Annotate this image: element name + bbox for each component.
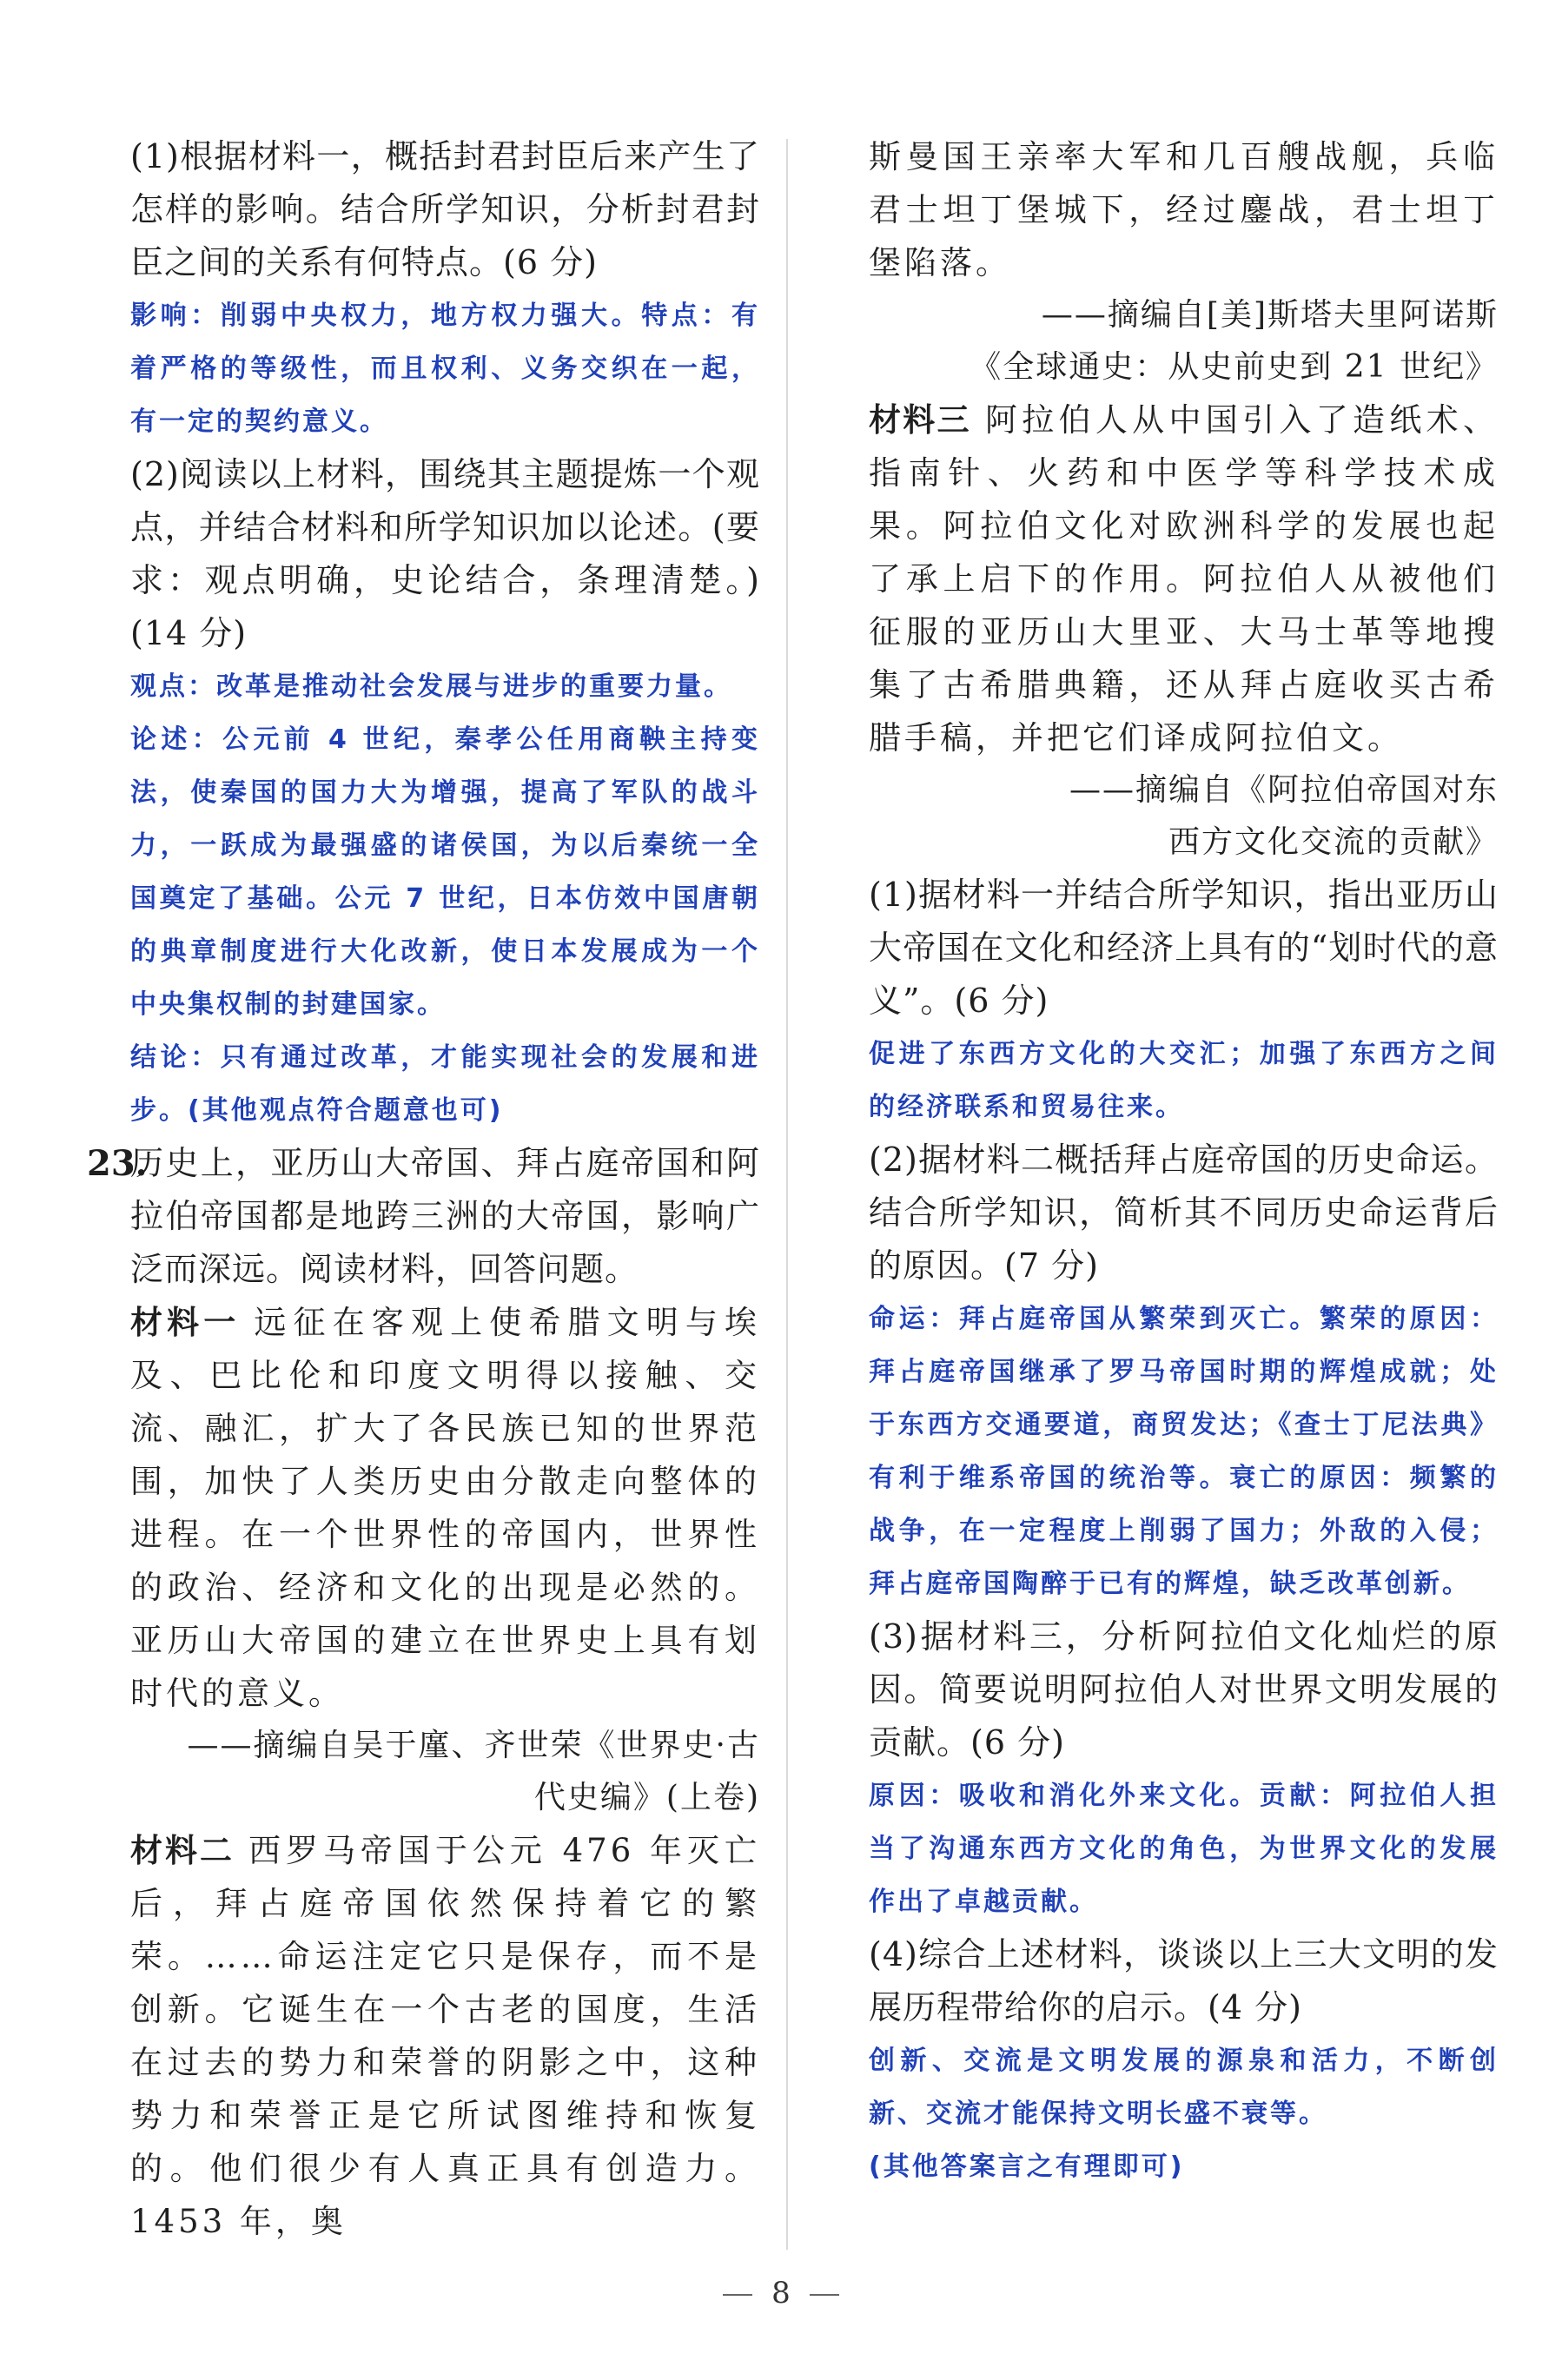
page-number-dash-left <box>723 2294 752 2296</box>
material-1-label: 材料一 <box>130 1303 241 1341</box>
material-3 <box>869 393 1499 764</box>
question-23-block <box>87 1137 760 1296</box>
question-23-3: (3)据材料三，分析阿拉伯文化灿烂的原因。简要说明阿拉伯人对世界文明发展的贡献。(6 分) <box>869 1617 1499 1762</box>
page-number-text: 8 <box>771 2276 791 2311</box>
question-22-2: (2)阅读以上材料，围绕其主题提炼一个观点，并结合材料和所学知识加以论述。(要求：观点明确，史论结合，条理清楚。)(14 分) <box>130 455 760 652</box>
material-1-text: 远征在客观上使希腊文明与埃及、巴比伦和印度文明得以接触、交流、融汇，扩大了各民族已知的世界范围，加快了人类历史由分散走向整体的进程。在一个世界性的帝国内，世界性的政治、经济和文化的出现是必然的。亚历山大帝国的建立在世界史上具有划时代的意义。 <box>130 1304 761 1712</box>
answer-22-2-viewpoint: 观点：改革是推动社会发展与进步的重要力量。 <box>130 671 732 702</box>
material-2-continued: 斯曼国王亲率大军和几百艘战舰，兵临君士坦丁堡城下，经过鏖战，君士坦丁堡陷落。 <box>869 138 1499 281</box>
material-1-source-line2: 代史编》(上卷) <box>533 1780 760 1815</box>
answer-22-2-argument: 论述：公元前 4 世纪，秦孝公任用商鞅主持变法，使秦国的国力大为增强，提高了军队的战斗力，一跃成为最强盛的诸侯国，为以后秦统一全国奠定了基础。公元 7 世纪，日本仿效中国唐朝的典章制度进行大化改新，使日本发展成为一个中央集权制的封建国家。 <box>130 724 760 1020</box>
material-2-source-line1: ——摘编自[美]斯塔夫里阿诺斯 <box>1041 297 1499 333</box>
answer-23-4-note: (其他答案言之有理即可) <box>869 2152 1185 2182</box>
material-1 <box>130 1296 760 1720</box>
answer-23-4: 创新、交流是文明发展的源泉和活力，不断创新、交流才能保持文明长盛不衰等。 <box>869 2046 1499 2129</box>
material-2-source-line2: 《全球通史：从史前史到 21 世纪》 <box>970 349 1499 385</box>
question-23-1: (1)据材料一并结合所学知识，指出亚历山大帝国在文化和经济上具有的“划时代的意义”。(6 分) <box>869 876 1499 1020</box>
material-1-source-line1: ——摘编自吴于廑、齐世荣《世界史·古 <box>187 1728 760 1763</box>
material-3-label: 材料三 <box>869 400 971 439</box>
answer-23-1: 促进了东西方文化的大交汇；加强了东西方之间的经济联系和贸易往来。 <box>869 1039 1499 1122</box>
column-divider <box>786 139 788 2250</box>
right-column <box>869 130 1499 2193</box>
answer-22-1: 影响：削弱中央权力，地方权力强大。特点：有着严格的等级性，而且权利、义务交织在一起，有一定的契约意义。 <box>130 301 760 437</box>
material-2-label: 材料二 <box>130 1831 235 1869</box>
material-3-source-line2: 西方文化交流的贡献》 <box>1168 824 1499 860</box>
material-3-text: 阿拉伯人从中国引入了造纸术、指南针、火药和中医学等科学技术成果。阿拉伯文化对欧洲科学的发展也起了承上启下的作用。阿拉伯人从被他们征服的亚历山大里亚、大马士革等地搜集了古希腊典籍，还从拜占庭收买古希腊手稿，并把它们译成阿拉伯文。 <box>869 401 1499 757</box>
page-number <box>0 2276 1562 2311</box>
question-22-1: (1)根据材料一，概括封君封臣后来产生了怎样的影响。结合所学知识，分析封君封臣之间的关系有何特点。(6 分) <box>130 137 760 281</box>
question-23-intro: 历史上，亚历山大帝国、拜占庭帝国和阿拉伯帝国都是地跨三洲的大帝国，影响广泛而深远。阅读材料，回答问题。 <box>130 1144 760 1288</box>
question-23-4: (4)综合上述材料，谈谈以上三大文明的发展历程带给你的启示。(4 分) <box>869 1935 1499 2026</box>
question-23-number: 23. <box>87 1143 148 1184</box>
material-3-source-line1: ——摘编自《阿拉伯帝国对东 <box>1069 772 1499 808</box>
page-number-dash-right <box>810 2294 839 2296</box>
left-column <box>87 130 761 2248</box>
question-23-2: (2)据材料二概括拜占庭帝国的历史命运。结合所学知识，简析其不同历史命运背后的原因。(7 分) <box>869 1140 1499 1285</box>
material-2-text: 西罗马帝国于公元 476 年灭亡后，拜占庭帝国依然保持着它的繁荣。……命运注定它只是保存，而不是创新。它诞生在一个古老的国度，生活在过去的势力和荣誉的阴影之中，这种势力和荣誉正是它所试图维持和恢复的。他们很少有人真正具有创造力。1453 年，奥 <box>130 1832 760 2240</box>
answer-23-2: 命运：拜占庭帝国从繁荣到灭亡。繁荣的原因：拜占庭帝国继承了罗马帝国时期的辉煌成就；处于东西方交通要道，商贸发达；《查士丁尼法典》有利于维系帝国的统治等。衰亡的原因：频繁的战争，在一定程度上削弱了国力；外敌的入侵；拜占庭帝国陶醉于已有的辉煌，缺乏改革创新。 <box>869 1304 1499 1599</box>
answer-23-3: 原因：吸收和消化外来文化。贡献：阿拉伯人担当了沟通东西方文化的角色，为世界文化的发展作出了卓越贡献。 <box>869 1781 1499 1917</box>
answer-22-2-conclusion: 结论：只有通过改革，才能实现社会的发展和进步。(其他观点符合题意也可) <box>130 1042 760 1126</box>
material-2 <box>130 1824 760 2248</box>
